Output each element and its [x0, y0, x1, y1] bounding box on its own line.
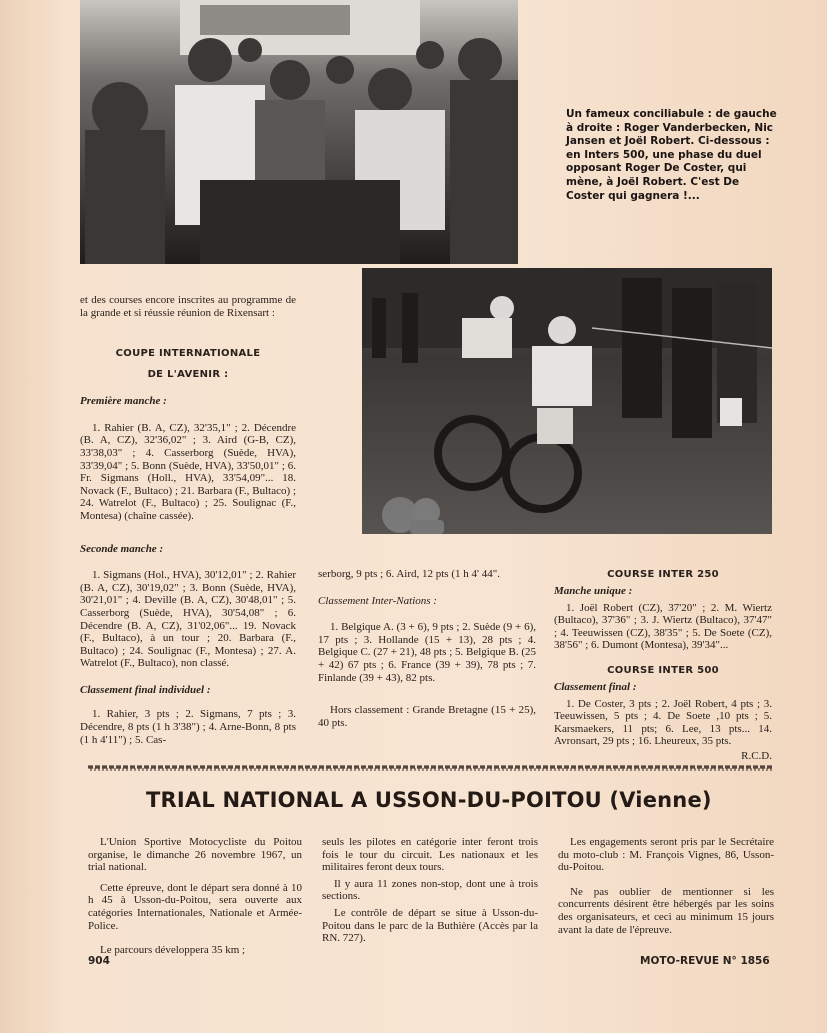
results-column-3	[554, 568, 772, 773]
trial-column-2	[322, 836, 538, 955]
manche2-title: Seconde manche :	[80, 542, 164, 555]
nations-results: 1. Belgique A. (3 + 6), 9 pts ; 2. Suède (9 + 6), 17 pts ; 3. Hollande (15 + 13), 28 pts ; 4. Belgique C. (27 + 21), 48 pts ; 5. Belgique B. (25 + 42) 67 pts ; 6. France (39 + 39), 78 pts ; 7. Finlande (39 + 43), 82 pts.	[318, 621, 536, 684]
classement-results: 1. Rahier, 3 pts ; 2. Sigmans, 7 pts ; 3. Décendre, 8 pts (1 h 3'38") ; 4. Arne-Bonn, 8 pts (1 h 4'11") ; 5. Cas-	[80, 708, 296, 746]
trial-column-3	[558, 836, 774, 946]
trial-c1-p2: Cette épreuve, dont le départ sera donné à 10 h 45 à Usson-du-Poitou, sera ouverte aux catégories Internationales, Nationale et Armée-Police.	[88, 881, 302, 932]
signature: R.C.D.	[741, 749, 772, 762]
page-number: 904	[88, 955, 110, 967]
intro-text: et des courses encore inscrites au programme de la grande et si réussie réunion de Rixensart :	[80, 294, 296, 319]
results-column-2	[318, 568, 536, 739]
inter500-title: COURSE INTER 500	[607, 664, 719, 676]
trial-c2-p2: Il y aura 11 zones non-stop, dont une à trois sections.	[322, 877, 538, 903]
trial-c2-p1: seuls les pilotes en catégorie inter feront trois fois le tour du circuit. Les nationaux et les militaires feront deux tours.	[322, 836, 538, 874]
trial-c3-p1: Les engagements seront pris par le Secrétaire du moto-club : M. François Vignes, 86, Usson-du-Poitou.	[558, 836, 774, 874]
inter250-sub: Manche unique :	[554, 585, 633, 597]
hors-classement: Hors classement : Grande Bretagne (15 + 25), 40 pts.	[318, 704, 536, 729]
photo-top	[80, 0, 518, 264]
classement-continuation: serborg, 9 pts ; 6. Aird, 12 pts (1 h 4' 44".	[318, 568, 500, 580]
results-column-1	[80, 294, 296, 756]
trial-headline: TRIAL NATIONAL A USSON-DU-POITOU (Vienne)	[146, 788, 712, 812]
inter500-results: 1. De Coster, 3 pts ; 2. Joël Robert, 4 pts ; 3. Teeuwissen, 5 pts ; 4. De Soete ,10 pts ; 5. Karsmaekers, 11 pts; 6. Lee, 13 pts... 14. Avronsart, 29 pts ; 16. Lheureux, 35 pts.	[554, 697, 772, 748]
inter500-sub: Classement final :	[554, 680, 637, 693]
nations-title: Classement Inter-Nations :	[318, 594, 437, 607]
trial-c1-p3: Le parcours développera 35 km ;	[100, 944, 246, 957]
section-divider-dots	[88, 768, 772, 771]
trial-column-1	[88, 836, 302, 967]
photo-motocross-riders-crowd-icon	[80, 0, 518, 264]
trial-c3-p2: Ne pas oublier de mentionner si les concurrents désirent être hébergés par les soins des organisateurs, et ceci au minimum 15 jours avant la date de l'épreuve.	[558, 885, 774, 936]
manche1-title: Première manche :	[80, 395, 167, 408]
manche2-results: 1. Sigmans (Hol., HVA), 30'12,01" ; 2. Rahier (B. A, CZ), 30'19,02" ; 3. Bonn (Suède, HVA), 30'21,01" ; 4. Deville (B. A, CZ), 30'48,01" ; 5. Casserborg (Suède, HVA), 30'54,08" ; 6. Décendre (B. A, CZ), 31'02,06"... 19. Novack (F., Bultaco), à un tour ; 20. Barbara (F., Bultaco) ; 24. Soulignac (F., Montesa) ; 27. A. Watrelot (F., Bultaco), non classé.	[80, 569, 296, 670]
trial-c1-p1: L'Union Sportive Motocycliste du Poitou organise, le dimanche 26 novembre 1967, un trial national.	[88, 836, 302, 874]
inter250-results: 1. Joël Robert (CZ), 37'20" ; 2. M. Wiertz (Bultaco), 37'36" ; 3. J. Wiertz (Bultaco), 37'47" ; 4. Teeuwissen (CZ), 38'35" ; 5. De Soete (CZ), 38'56" ; 6. Dumont (Montesa), 39'34"...	[554, 601, 772, 652]
trial-c2-p3: Le contrôle de départ se situe à Usson-du-Poitou dans le parc de la Buthière (Accès par la RN. 727).	[322, 906, 538, 945]
coupe-heading: COUPE INTERNATIONALE	[115, 348, 261, 360]
inter250-title: COURSE INTER 250	[607, 569, 719, 580]
watermark-logo-icon	[380, 492, 448, 538]
manche1-results: 1. Rahier (B. A, CZ), 32'35,1" ; 2. Décendre (B. A, CZ), 32'36,02" ; 3. Aird (G-B, CZ), 33'38,03" ; 4. Casserborg (Suède, HVA), 33'39,04" ; 5. Bonn (Suède, HVA), 33'50,01" ; 6. Fr. Sigmans (Holl., HVA), 33'54,09"... 18. Novack (F., Bultaco) ; 21. Barbara (F., Bultaco) ; 24. Watrelot (F., Bultaco) ; 25. Soulignac (F., Montesa) (chaîne cassée).	[80, 421, 296, 522]
photo-caption: Un fameux conciliabule : de gauche à droite : Roger Vanderbecken, Nic Jansen et Joël Robert. Ci-dessous : en Inters 500, une phase du duel opposant Roger De Coster, qui mène, à Joël Robert. C'est De Coster qui gagnera !...	[566, 108, 777, 202]
coupe-heading-2: DE L'AVENIR :	[147, 369, 229, 381]
magazine-issue: MOTO-REVUE N° 1856	[640, 955, 770, 967]
classement-title: Classement final individuel :	[80, 683, 211, 696]
